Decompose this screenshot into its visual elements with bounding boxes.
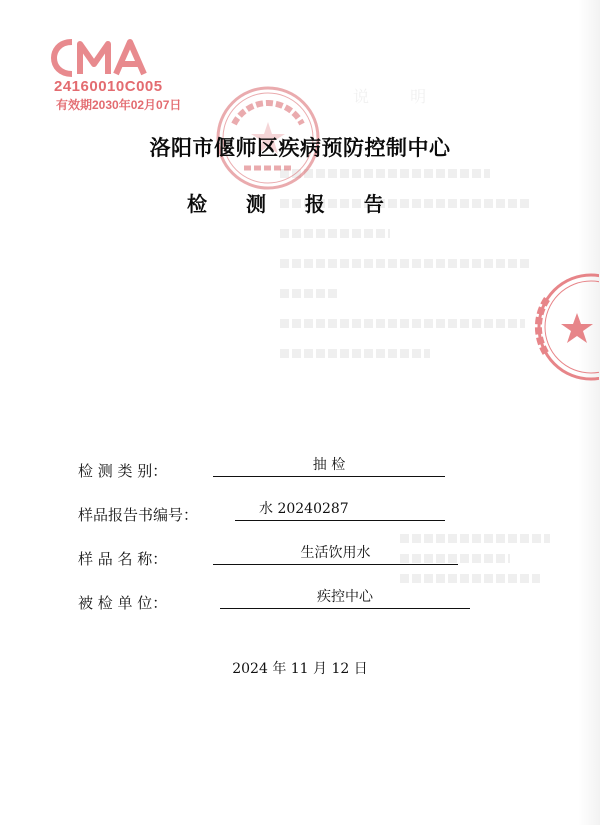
page-edge-shadow — [578, 0, 600, 825]
field-label: 被 检 单 位： — [78, 594, 168, 612]
field-label: 检 测 类 别： — [78, 462, 168, 480]
cma-logo — [50, 36, 170, 80]
field-underline — [235, 520, 445, 521]
field-label: 样品报告书编号： — [78, 506, 199, 524]
edge-seal — [533, 271, 599, 383]
field-underline — [213, 476, 445, 477]
field-label: 样 品 名 称： — [78, 550, 168, 568]
cma-validity: 有效期2030年02月07日 — [56, 98, 182, 112]
organization-name: 洛阳市偃师区疾病预防控制中心 — [149, 136, 451, 160]
report-title: 检 测 报 告 — [187, 192, 400, 216]
cma-stamp — [50, 36, 190, 116]
field-value: 水 20240287 — [259, 501, 349, 517]
field-underline — [220, 608, 470, 609]
field-value: 抽 检 — [312, 457, 346, 473]
report-date: 2024 年 11 月 12 日 — [232, 661, 368, 677]
field-value: 生活饮用水 — [300, 545, 371, 561]
field-underline — [213, 564, 458, 565]
bleed-through-heading: 说 明 — [353, 87, 445, 106]
field-value: 疾控中心 — [317, 589, 373, 605]
cma-number: 24160010C005 — [54, 78, 163, 95]
